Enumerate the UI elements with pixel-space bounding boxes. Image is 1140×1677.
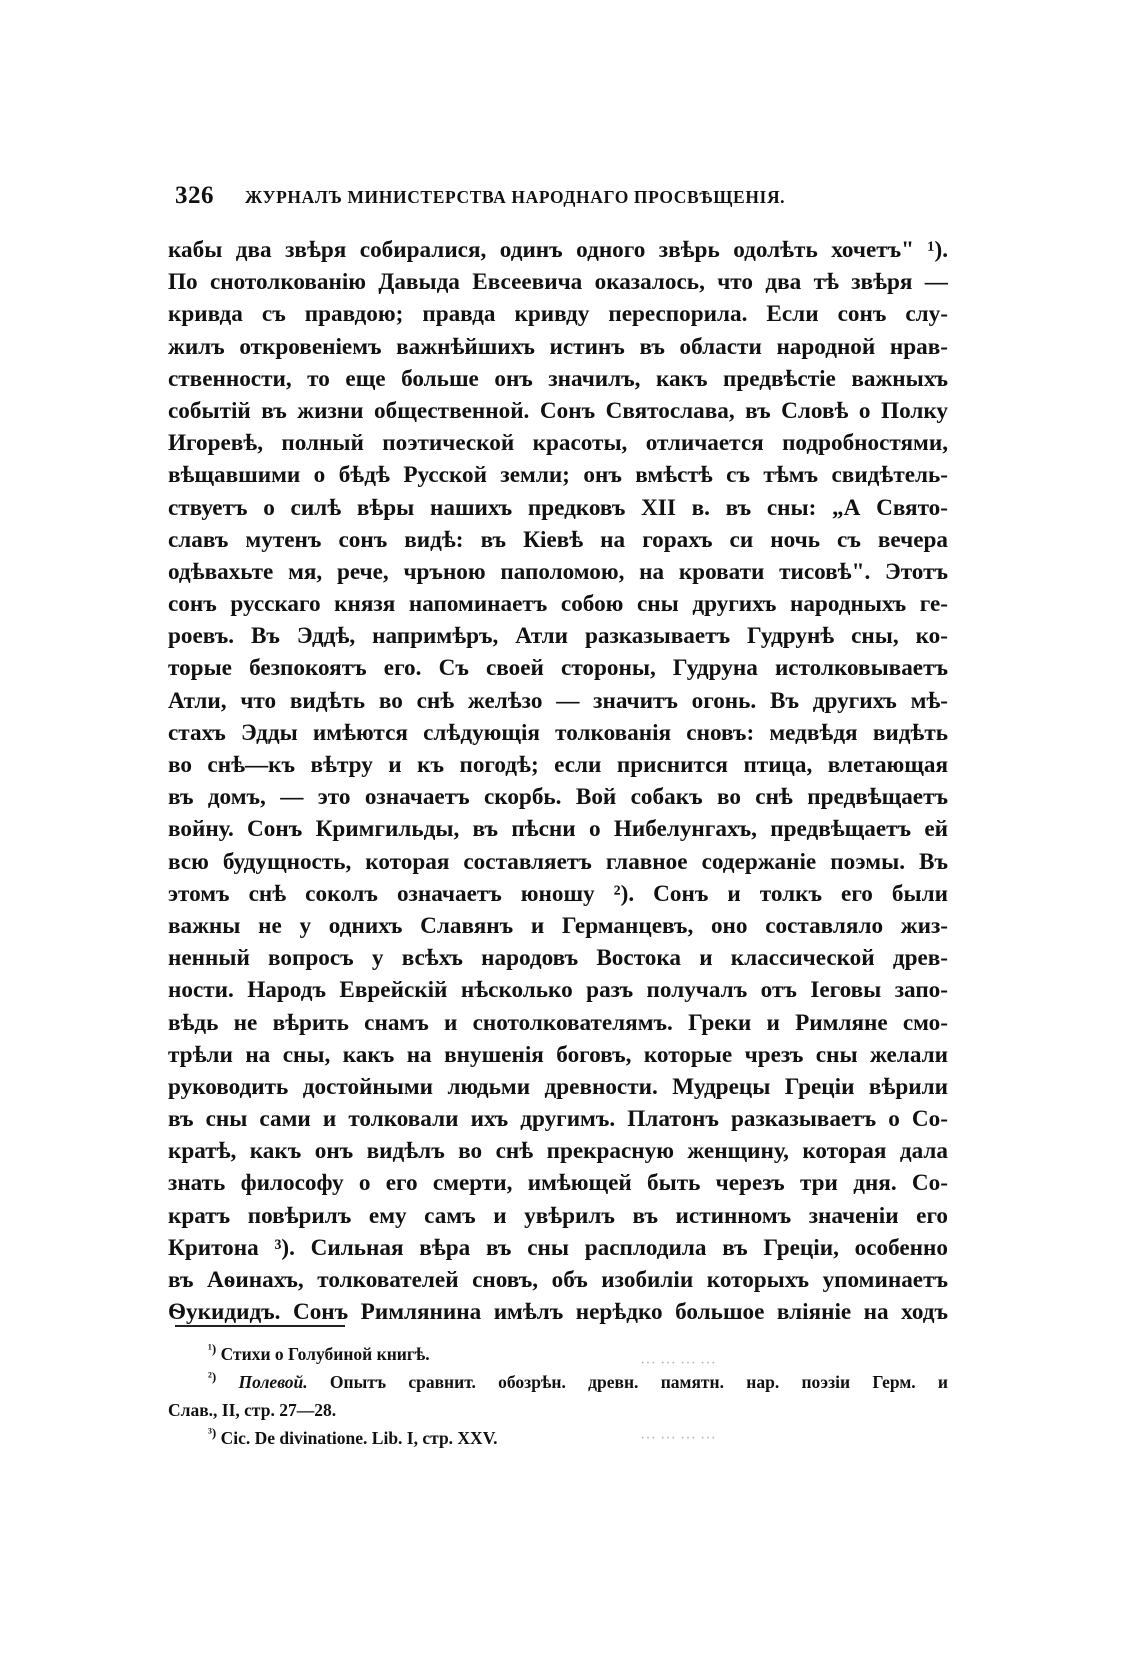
text-line: одѣвахьте мя, рече, чръною паполомою, на кровати тисовѣ". Этотъ: [168, 558, 948, 585]
text-line: кратѣ, какъ онъ видѣлъ во снѣ прекрасную женщину, которая дала: [168, 1138, 948, 1165]
footnote-3: [168, 1424, 948, 1452]
text-line: Игоревѣ, полный поэтической красоты, отличается подробностями,: [168, 430, 948, 457]
running-title: ЖУРНАЛЪ МИНИСТЕРСТВА НАРОДНАГО ПРОСВѢЩЕНІЯ.: [245, 187, 786, 207]
text-line: въ домъ, — это означаетъ скорбь. Вой собакъ во снѣ предвѣщаетъ: [168, 784, 948, 811]
text-line: въ сны сами и толковали ихъ другимъ. Платонъ разказываетъ о Со-: [168, 1106, 948, 1133]
footnotes: [168, 1340, 948, 1452]
footnote-2: [168, 1368, 948, 1396]
footnote-1-mark: ¹): [208, 1341, 217, 1357]
text-line: ствуетъ о силѣ вѣры нашихъ предковъ XII в. въ сны: „А Свято-: [168, 494, 948, 521]
bleed-through-mark: ··· ··· ··· ···: [640, 1355, 716, 1372]
text-line: войну. Сонъ Кримгильды, въ пѣсни о Нибелунгахъ, предвѣщаетъ ей: [168, 816, 948, 843]
footnote-2-mark: ²): [208, 1369, 217, 1385]
text-line: ственности, то еще больше онъ значилъ, какъ предвѣстіе важныхъ: [168, 365, 948, 392]
text-line: кратъ повѣрилъ ему самъ и увѣрилъ въ истинномъ значеніи его: [168, 1202, 948, 1229]
footnote-1-text: Стихи о Голубиной книгѣ.: [220, 1344, 430, 1364]
text-line: Критона ³). Сильная вѣра въ сны расплодила въ Греціи, особенно: [168, 1234, 948, 1261]
text-line: славъ мутенъ сонъ видѣ: въ Кіевѣ на горахъ си ночь съ вечера: [168, 526, 948, 553]
text-line: знать философу о его смерти, имѣющей быть черезъ три дня. Со-: [168, 1170, 948, 1197]
footnote-1: [168, 1340, 948, 1368]
text-line: По снотолкованію Давыда Евсеевича оказалось, что два тѣ звѣря —: [168, 269, 948, 296]
text-line: кабы два звѣря собиралися, одинъ одного звѣрь одолѣть хочетъ" ¹).: [168, 237, 948, 263]
text-line: ности. Народъ Еврейскій нѣсколько разъ получалъ отъ Іеговы запо-: [168, 977, 948, 1004]
text-line: важны не у однихъ Славянъ и Германцевъ, оно составляло жиз-: [168, 912, 948, 939]
footnote-3-text: Cic. De divinatione. Lib. I, стр. XXV.: [220, 1428, 498, 1448]
text-line: жилъ откровеніемъ важнѣйшихъ истинъ въ области народной нрав-: [168, 333, 948, 360]
text-line: вѣдь не вѣрить снамъ и снотолкователямъ. Греки и Римляне смо-: [168, 1009, 948, 1036]
text-line: роевъ. Въ Эддѣ, напримѣръ, Атли разказываетъ Гудрунѣ сны, ко-: [168, 623, 948, 650]
text-line: этомъ снѣ соколъ означаетъ юношу ²). Сонъ и толкъ его были: [168, 880, 948, 907]
page-header: [175, 182, 945, 216]
bleed-through-mark: ··· ··· ··· ···: [640, 1430, 716, 1447]
text-line: кривда съ правдою; правда кривду переспорила. Если сонъ слу-: [168, 301, 948, 328]
text-line: руководить достойными людьми древности. Мудрецы Греціи вѣрили: [168, 1073, 948, 1100]
text-line: всю будущность, которая составляетъ главное содержаніе поэмы. Въ: [168, 848, 948, 875]
page-number: 326: [175, 182, 214, 209]
text-line: вѣщавшими о бѣдѣ Русской земли; онъ вмѣстѣ съ тѣмъ свидѣтель-: [168, 462, 948, 489]
text-line: Ѳукидидъ. Сонъ Римлянина имѣлъ нерѣдко большое вліяніе на ходъ: [168, 1299, 948, 1326]
footnote-rule: [175, 1325, 345, 1327]
text-line: во снѣ—къ вѣтру и къ погодѣ; если приснится птица, влетающая: [168, 752, 948, 778]
footnote-2-author: Полевой.: [238, 1372, 308, 1392]
body-text: [168, 234, 948, 1328]
text-line: стахъ Эдды имѣются слѣдующія толкованія сновъ: медвѣдя видѣть: [168, 719, 948, 746]
footnote-3-mark: ³): [208, 1425, 217, 1441]
text-line: торые безпокоятъ его. Съ своей стороны, Гудруна истолковываетъ: [168, 655, 948, 682]
footnote-2-continuation: Слав., II, стр. 27—28.: [168, 1400, 337, 1420]
text-line: трѣли на сны, какъ на внушенія боговъ, которые чрезъ сны желали: [168, 1041, 948, 1068]
text-line: сонъ русскаго князя напоминаетъ собою сны другихъ народныхъ ге-: [168, 591, 948, 618]
text-line: ненный вопросъ у всѣхъ народовъ Востока и классической древ-: [168, 945, 948, 972]
text-line: Атли, что видѣть во снѣ желѣзо — значитъ огонь. Въ другихъ мѣ-: [168, 687, 948, 714]
footnote-2-text: Опытъ сравнит. обозрѣн. древн. памятн. нар. поэзіи Герм. и: [329, 1372, 948, 1392]
text-line: въ Аѳинахъ, толкователей сновъ, объ изобиліи которыхъ упоминаетъ: [168, 1267, 948, 1293]
text-line: событій въ жизни общественной. Сонъ Святослава, въ Словѣ о Полку: [168, 397, 948, 424]
